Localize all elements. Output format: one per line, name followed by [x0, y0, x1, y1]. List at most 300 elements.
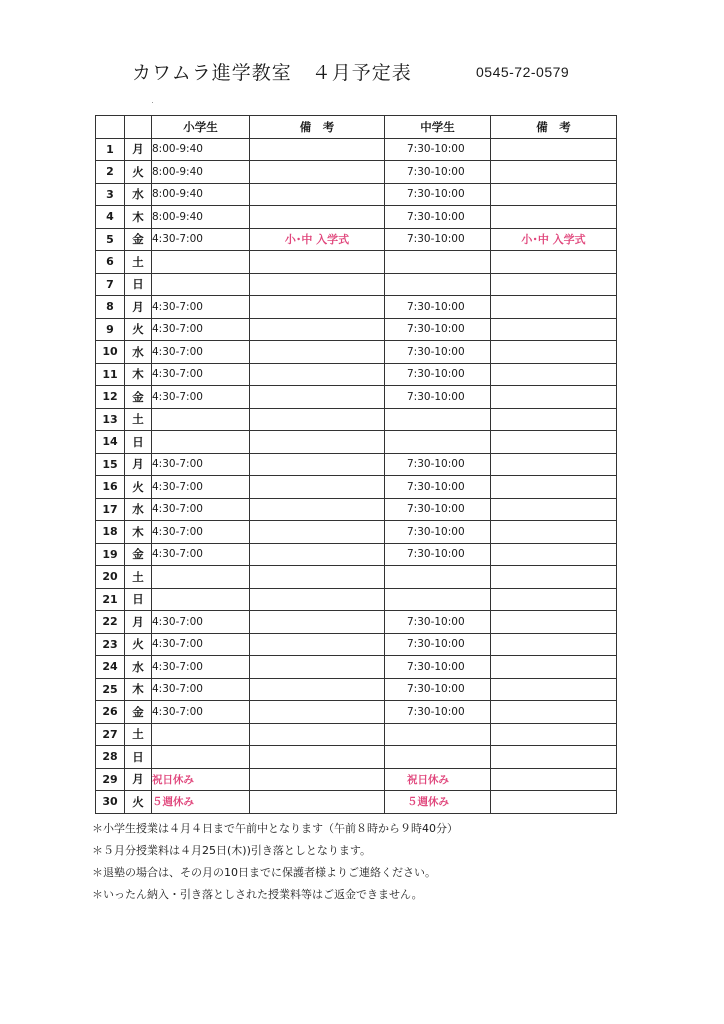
junior-high-time-cell	[385, 768, 491, 791]
footnotes	[92, 818, 652, 906]
elementary-time-cell	[152, 386, 250, 409]
junior-high-note-cell	[491, 341, 617, 364]
junior-high-time-cell-text: 7:30-10:00	[407, 300, 465, 313]
weekday-cell	[125, 498, 152, 521]
junior-high-note-cell	[491, 768, 617, 791]
table-row	[96, 723, 617, 746]
weekday-cell	[125, 408, 152, 431]
day-cell	[96, 228, 125, 251]
day-cell-text: 20	[102, 570, 118, 584]
junior-high-note-cell	[491, 453, 617, 476]
header-day	[96, 116, 125, 139]
elementary-time-cell-text: ５週休み	[152, 796, 194, 809]
weekday-cell-text: 火	[132, 322, 144, 337]
junior-high-time-cell	[385, 633, 491, 656]
junior-high-time-cell-text: 7:30-10:00	[407, 233, 465, 246]
day-cell	[96, 408, 125, 431]
weekday-cell	[125, 768, 152, 791]
day-cell	[96, 363, 125, 386]
weekday-cell-text: 土	[132, 569, 144, 584]
elementary-note-cell	[250, 251, 385, 274]
day-cell-text: 3	[106, 187, 114, 201]
weekday-cell-text: 月	[132, 299, 144, 314]
junior-high-note-cell	[491, 588, 617, 611]
elementary-time-cell	[152, 273, 250, 296]
day-cell-text: 7	[106, 277, 114, 291]
junior-high-time-cell-text: 7:30-10:00	[407, 210, 465, 223]
junior-high-time-cell	[385, 228, 491, 251]
table-row	[96, 341, 617, 364]
junior-high-note-cell	[491, 386, 617, 409]
junior-high-time-cell	[385, 746, 491, 769]
day-cell-text: 24	[102, 660, 118, 674]
elementary-time-cell	[152, 633, 250, 656]
elementary-note-cell	[250, 611, 385, 634]
weekday-cell	[125, 521, 152, 544]
junior-high-note-cell	[491, 273, 617, 296]
elementary-time-cell-text: 4:30-7:00	[152, 548, 203, 561]
day-cell	[96, 273, 125, 296]
elementary-time-cell-text: 4:30-7:00	[152, 458, 203, 471]
day-cell-text: 23	[102, 637, 118, 651]
weekday-cell	[125, 431, 152, 454]
elementary-note-cell	[250, 476, 385, 499]
weekday-cell	[125, 453, 152, 476]
junior-high-time-cell	[385, 588, 491, 611]
weekday-cell-text: 日	[132, 434, 144, 449]
junior-high-time-cell-text: 7:30-10:00	[407, 660, 465, 673]
junior-high-time-cell-text: 7:30-10:00	[407, 525, 465, 538]
table-row	[96, 678, 617, 701]
junior-high-time-cell	[385, 386, 491, 409]
day-cell	[96, 633, 125, 656]
table-row	[96, 476, 617, 499]
day-cell	[96, 746, 125, 769]
elementary-note-cell	[250, 296, 385, 319]
elementary-time-cell-text: 8:00-9:40	[152, 210, 203, 223]
header-elementary: 小学生	[152, 116, 250, 139]
junior-high-time-cell-text: 7:30-10:00	[407, 683, 465, 696]
junior-high-note-cell-text: 小･中 入学式	[521, 233, 586, 247]
junior-high-note-cell	[491, 138, 617, 161]
elementary-time-cell-text: 4:30-7:00	[152, 233, 203, 246]
table-row	[96, 746, 617, 769]
weekday-cell-text: 水	[132, 659, 144, 674]
weekday-cell-text: 木	[132, 209, 144, 224]
junior-high-time-cell	[385, 363, 491, 386]
elementary-note-cell	[250, 273, 385, 296]
table-row	[96, 543, 617, 566]
day-cell-text: 6	[106, 255, 114, 269]
junior-high-note-cell	[491, 206, 617, 229]
day-cell	[96, 453, 125, 476]
junior-high-time-cell-text: 7:30-10:00	[407, 705, 465, 718]
weekday-cell-text: 木	[132, 682, 144, 697]
junior-high-time-cell	[385, 251, 491, 274]
junior-high-time-cell-text: 7:30-10:00	[407, 165, 465, 178]
elementary-note-cell	[250, 341, 385, 364]
scan-speck	[152, 102, 153, 103]
header-junior-high: 中学生	[385, 116, 491, 139]
junior-high-note-cell	[491, 521, 617, 544]
elementary-time-cell-text: 4:30-7:00	[152, 638, 203, 651]
weekday-cell	[125, 746, 152, 769]
elementary-time-cell	[152, 206, 250, 229]
elementary-note-cell	[250, 768, 385, 791]
elementary-time-cell	[152, 363, 250, 386]
elementary-note-cell	[250, 543, 385, 566]
junior-high-note-cell	[491, 723, 617, 746]
table-row	[96, 791, 617, 814]
elementary-note-cell	[250, 701, 385, 724]
elementary-time-cell	[152, 746, 250, 769]
day-cell	[96, 543, 125, 566]
elementary-note-cell	[250, 656, 385, 679]
junior-high-time-cell	[385, 341, 491, 364]
elementary-time-cell-text: 8:00-9:40	[152, 188, 203, 201]
weekday-cell-text: 月	[132, 772, 144, 787]
table-row	[96, 363, 617, 386]
weekday-cell-text: 月	[132, 457, 144, 472]
weekday-cell	[125, 588, 152, 611]
table-row	[96, 453, 617, 476]
elementary-time-cell-text: 4:30-7:00	[152, 300, 203, 313]
day-cell-text: 4	[106, 210, 114, 224]
elementary-time-cell	[152, 161, 250, 184]
elementary-note-cell	[250, 566, 385, 589]
junior-high-time-cell-text: 7:30-10:00	[407, 390, 465, 403]
day-cell-text: 1	[106, 142, 114, 156]
table-row	[96, 206, 617, 229]
day-cell	[96, 566, 125, 589]
day-cell-text: 26	[102, 705, 118, 719]
day-cell-text: 16	[102, 480, 118, 494]
elementary-time-cell	[152, 611, 250, 634]
table-row	[96, 611, 617, 634]
elementary-time-cell-text: 4:30-7:00	[152, 345, 203, 358]
day-cell	[96, 318, 125, 341]
junior-high-time-cell	[385, 723, 491, 746]
elementary-time-cell-text: 4:30-7:00	[152, 525, 203, 538]
elementary-time-cell-text: 4:30-7:00	[152, 683, 203, 696]
table-row	[96, 521, 617, 544]
day-cell-text: 22	[102, 615, 118, 629]
elementary-note-cell	[250, 746, 385, 769]
day-cell-text: 13	[102, 412, 118, 426]
table-row	[96, 161, 617, 184]
junior-high-time-cell-text: 7:30-10:00	[407, 638, 465, 651]
page-title: カワムラ進学教室 ４月予定表	[132, 62, 412, 84]
junior-high-time-cell	[385, 318, 491, 341]
junior-high-note-cell	[491, 791, 617, 814]
day-cell	[96, 723, 125, 746]
elementary-time-cell	[152, 521, 250, 544]
elementary-note-cell	[250, 791, 385, 814]
day-cell	[96, 296, 125, 319]
day-cell-text: 21	[102, 592, 118, 606]
weekday-cell-text: 日	[132, 749, 144, 764]
weekday-cell-text: 水	[132, 187, 144, 202]
elementary-time-cell	[152, 791, 250, 814]
elementary-time-cell	[152, 566, 250, 589]
day-cell	[96, 251, 125, 274]
elementary-note-cell	[250, 161, 385, 184]
elementary-time-cell-text: 8:00-9:40	[152, 165, 203, 178]
junior-high-note-cell	[491, 228, 617, 251]
weekday-cell-text: 日	[132, 592, 144, 607]
day-cell-text: 9	[106, 322, 114, 336]
weekday-cell	[125, 296, 152, 319]
junior-high-time-cell-text: 7:30-10:00	[407, 345, 465, 358]
elementary-note-cell	[250, 183, 385, 206]
weekday-cell-text: 土	[132, 254, 144, 269]
table-header-row	[96, 116, 617, 139]
weekday-cell-text: 月	[132, 142, 144, 157]
junior-high-note-cell	[491, 476, 617, 499]
junior-high-note-cell	[491, 656, 617, 679]
junior-high-note-cell	[491, 566, 617, 589]
elementary-time-cell	[152, 408, 250, 431]
day-cell	[96, 678, 125, 701]
elementary-note-cell	[250, 678, 385, 701]
day-cell-text: 30	[102, 795, 118, 809]
weekday-cell	[125, 318, 152, 341]
junior-high-note-cell	[491, 318, 617, 341]
table-row	[96, 431, 617, 454]
junior-high-note-cell	[491, 543, 617, 566]
day-cell	[96, 521, 125, 544]
junior-high-time-cell	[385, 611, 491, 634]
junior-high-time-cell-text: 7:30-10:00	[407, 548, 465, 561]
elementary-time-cell	[152, 453, 250, 476]
junior-high-note-cell	[491, 296, 617, 319]
junior-high-note-cell	[491, 498, 617, 521]
header-elementary-notes: 備 考	[250, 116, 385, 139]
table-row	[96, 273, 617, 296]
junior-high-time-cell-text: ５週休み	[407, 796, 449, 809]
elementary-note-cell	[250, 588, 385, 611]
elementary-time-cell	[152, 768, 250, 791]
junior-high-time-cell	[385, 408, 491, 431]
junior-high-time-cell-text: 7:30-10:00	[407, 368, 465, 381]
junior-high-time-cell-text: 7:30-10:00	[407, 323, 465, 336]
day-cell	[96, 341, 125, 364]
day-cell-text: 14	[102, 435, 118, 449]
elementary-note-cell	[250, 498, 385, 521]
junior-high-time-cell	[385, 566, 491, 589]
weekday-cell-text: 金	[132, 232, 144, 247]
elementary-time-cell	[152, 341, 250, 364]
junior-high-note-cell	[491, 408, 617, 431]
weekday-cell	[125, 341, 152, 364]
header-junior-high-notes: 備 考	[491, 116, 617, 139]
elementary-time-cell	[152, 431, 250, 454]
weekday-cell	[125, 251, 152, 274]
document-header	[0, 58, 724, 92]
weekday-cell-text: 金	[132, 389, 144, 404]
day-cell-text: 25	[102, 682, 118, 696]
junior-high-time-cell-text: 7:30-10:00	[407, 615, 465, 628]
junior-high-time-cell	[385, 521, 491, 544]
weekday-cell	[125, 228, 152, 251]
footnote: ＊いったん納入・引き落としされた授業料等はご返金できません。	[92, 888, 423, 901]
junior-high-time-cell	[385, 453, 491, 476]
table-row	[96, 566, 617, 589]
elementary-time-cell-text: 8:00-9:40	[152, 143, 203, 156]
elementary-time-cell	[152, 723, 250, 746]
junior-high-note-cell	[491, 611, 617, 634]
day-cell-text: 18	[102, 525, 118, 539]
table-row	[96, 386, 617, 409]
table-row	[96, 251, 617, 274]
weekday-cell	[125, 566, 152, 589]
elementary-time-cell-text: 4:30-7:00	[152, 503, 203, 516]
junior-high-time-cell	[385, 206, 491, 229]
elementary-note-cell	[250, 318, 385, 341]
junior-high-time-cell	[385, 161, 491, 184]
day-cell-text: 29	[102, 772, 118, 786]
junior-high-time-cell	[385, 543, 491, 566]
table-row	[96, 408, 617, 431]
elementary-time-cell	[152, 701, 250, 724]
weekday-cell-text: 火	[132, 794, 144, 809]
table-row	[96, 138, 617, 161]
day-cell	[96, 791, 125, 814]
weekday-cell	[125, 611, 152, 634]
table-row	[96, 588, 617, 611]
elementary-time-cell-text: 4:30-7:00	[152, 615, 203, 628]
weekday-cell	[125, 543, 152, 566]
elementary-time-cell	[152, 678, 250, 701]
day-cell-text: 28	[102, 750, 118, 764]
elementary-time-cell-text: 祝日休み	[152, 773, 194, 786]
junior-high-note-cell	[491, 431, 617, 454]
footnote: ＊退塾の場合は、その月の10日までに保護者様よりご連絡ください。	[92, 866, 436, 879]
weekday-cell	[125, 273, 152, 296]
table-row	[96, 701, 617, 724]
junior-high-time-cell	[385, 431, 491, 454]
junior-high-time-cell-text: 7:30-10:00	[407, 480, 465, 493]
table-row	[96, 318, 617, 341]
elementary-time-cell	[152, 251, 250, 274]
elementary-time-cell-text: 4:30-7:00	[152, 705, 203, 718]
day-cell	[96, 183, 125, 206]
weekday-cell-text: 金	[132, 704, 144, 719]
junior-high-time-cell	[385, 138, 491, 161]
junior-high-time-cell-text: 7:30-10:00	[407, 143, 465, 156]
junior-high-note-cell	[491, 633, 617, 656]
elementary-time-cell-text: 4:30-7:00	[152, 660, 203, 673]
junior-high-note-cell	[491, 701, 617, 724]
day-cell-text: 8	[106, 300, 114, 314]
junior-high-note-cell	[491, 678, 617, 701]
elementary-note-cell	[250, 431, 385, 454]
day-cell	[96, 386, 125, 409]
junior-high-time-cell-text: 7:30-10:00	[407, 188, 465, 201]
elementary-time-cell-text: 4:30-7:00	[152, 390, 203, 403]
day-cell	[96, 476, 125, 499]
junior-high-time-cell	[385, 296, 491, 319]
weekday-cell	[125, 476, 152, 499]
elementary-note-cell-text: 小･中 入学式	[284, 233, 350, 247]
weekday-cell	[125, 183, 152, 206]
junior-high-time-cell	[385, 678, 491, 701]
footnote: ＊小学生授業は４月４日まで午前中となります（午前８時から９時40分）	[92, 822, 458, 835]
elementary-note-cell	[250, 386, 385, 409]
weekday-cell	[125, 791, 152, 814]
weekday-cell	[125, 386, 152, 409]
elementary-note-cell	[250, 723, 385, 746]
day-cell-text: 19	[102, 547, 118, 561]
weekday-cell-text: 土	[132, 412, 144, 427]
junior-high-time-cell	[385, 273, 491, 296]
junior-high-time-cell	[385, 183, 491, 206]
elementary-time-cell	[152, 543, 250, 566]
day-cell-text: 11	[102, 367, 118, 381]
day-cell	[96, 588, 125, 611]
elementary-note-cell	[250, 521, 385, 544]
weekday-cell	[125, 678, 152, 701]
table-row	[96, 768, 617, 791]
weekday-cell-text: 木	[132, 367, 144, 382]
elementary-note-cell	[250, 633, 385, 656]
elementary-time-cell-text: 4:30-7:00	[152, 480, 203, 493]
table-row	[96, 498, 617, 521]
elementary-note-cell	[250, 408, 385, 431]
day-cell	[96, 161, 125, 184]
weekday-cell	[125, 138, 152, 161]
day-cell-text: 5	[106, 232, 114, 246]
elementary-time-cell	[152, 656, 250, 679]
day-cell-text: 15	[102, 457, 118, 471]
junior-high-time-cell-text: 7:30-10:00	[407, 458, 465, 471]
table-row	[96, 656, 617, 679]
header-weekday	[125, 116, 152, 139]
day-cell	[96, 431, 125, 454]
weekday-cell-text: 土	[132, 727, 144, 742]
day-cell	[96, 768, 125, 791]
schedule-table	[95, 115, 617, 814]
weekday-cell-text: 火	[132, 637, 144, 652]
junior-high-time-cell-text: 7:30-10:00	[407, 503, 465, 516]
junior-high-time-cell-text: 祝日休み	[407, 773, 449, 786]
elementary-note-cell	[250, 228, 385, 251]
weekday-cell	[125, 161, 152, 184]
weekday-cell-text: 日	[132, 277, 144, 292]
junior-high-note-cell	[491, 746, 617, 769]
weekday-cell-text: 水	[132, 502, 144, 517]
weekday-cell	[125, 206, 152, 229]
elementary-time-cell	[152, 498, 250, 521]
day-cell-text: 17	[102, 502, 118, 516]
weekday-cell-text: 木	[132, 524, 144, 539]
day-cell-text: 2	[106, 165, 114, 179]
table-row	[96, 296, 617, 319]
schedule-body	[96, 138, 617, 813]
day-cell-text: 27	[102, 727, 118, 741]
junior-high-note-cell	[491, 161, 617, 184]
weekday-cell	[125, 701, 152, 724]
elementary-time-cell	[152, 318, 250, 341]
phone-number: 0545-72-0579	[476, 64, 570, 80]
elementary-time-cell	[152, 183, 250, 206]
weekday-cell	[125, 723, 152, 746]
day-cell	[96, 656, 125, 679]
junior-high-note-cell	[491, 363, 617, 386]
day-cell	[96, 206, 125, 229]
day-cell-text: 10	[102, 345, 118, 359]
elementary-time-cell	[152, 476, 250, 499]
